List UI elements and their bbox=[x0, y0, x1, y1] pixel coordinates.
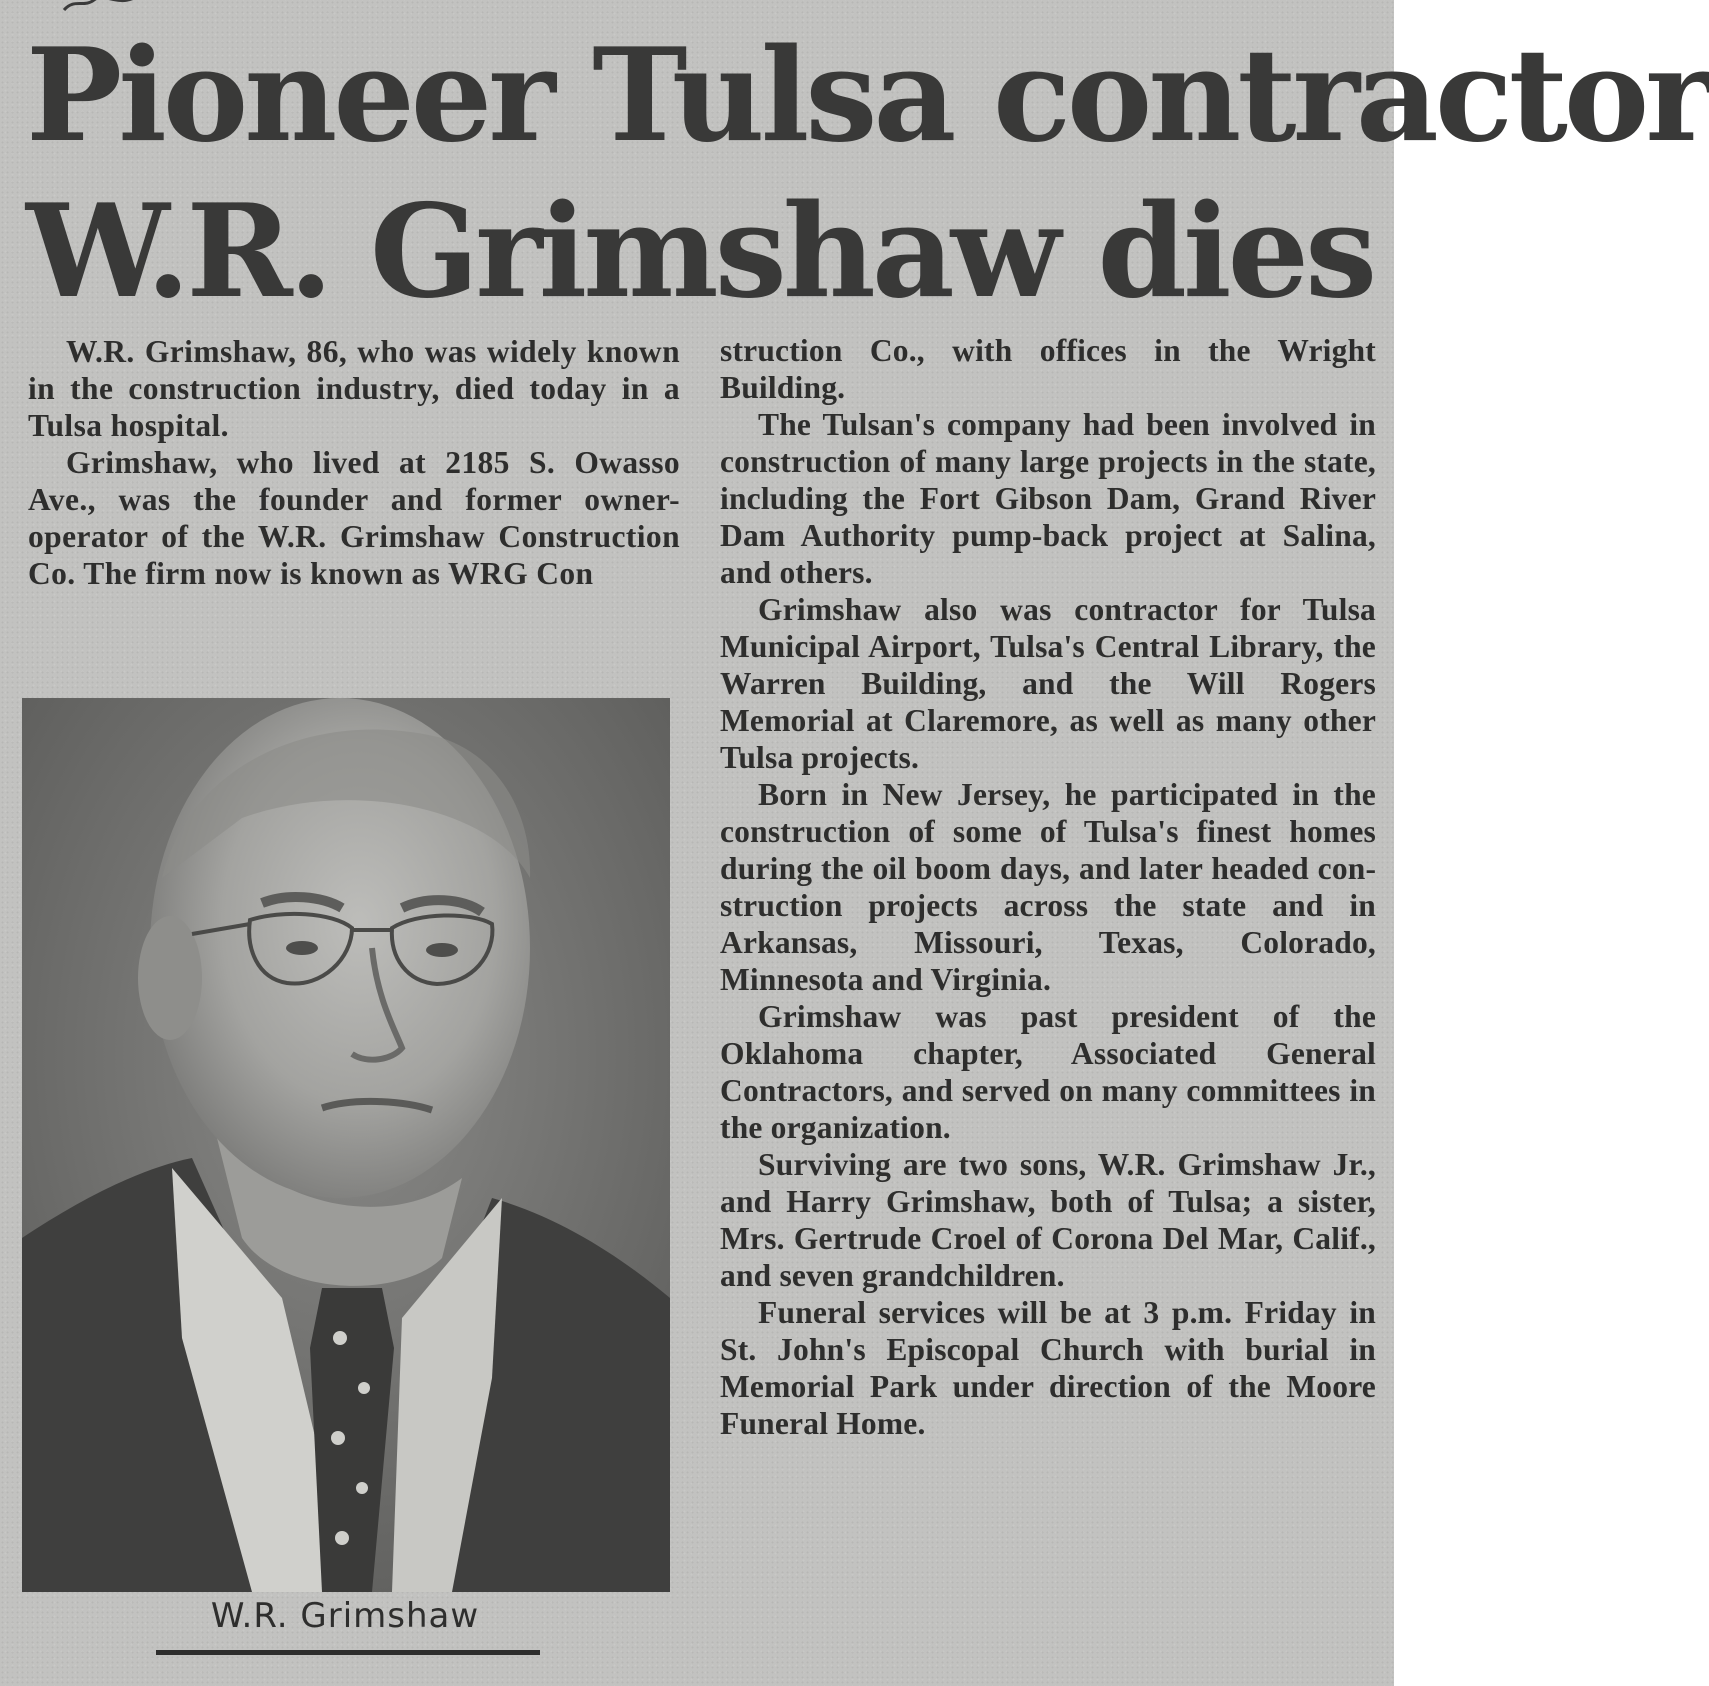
article-column-left bbox=[28, 333, 680, 592]
headline-line-1: Pioneer Tulsa contractor bbox=[26, 21, 1709, 171]
paragraph: Surviving are two sons, W.R. Grimshaw Jr., and Harry Grimshaw, both of Tulsa; a sister, Mrs. Gertrude Croel of Corona Del Mar, Calif., and seven grandchildren. bbox=[720, 1147, 1376, 1293]
paragraph: Grimshaw was past president of the Oklahoma chapter, Associated General Contractors, and served on many committees in the organization. bbox=[720, 999, 1376, 1145]
paragraph: Grimshaw, who lived at 2185 S. Owasso Ave., was the founder and former owner-operator of the W.R. Grimshaw Construction Co. The firm now is known as WRG Con bbox=[28, 445, 680, 591]
paragraph: Grimshaw also was contractor for Tulsa Municipal Airport, Tulsa's Central Library, the Warren Building, and the Will Rogers Memorial at Claremore, as well as many other Tulsa projects. bbox=[720, 592, 1376, 775]
handwritten-mark bbox=[60, 0, 140, 14]
paragraph: Funeral services will be at 3 p.m. Friday in St. John's Episcopal Church with burial in Memorial Park under direction of the Moore Funeral Home. bbox=[720, 1295, 1376, 1441]
paragraph: Born in New Jersey, he participated in the construction of some of Tulsa's finest homes during the oil boom days, and later headed construction projects across the state and in Arkansas, Missouri, Texas, Colorado, Minnesota and Virginia. bbox=[720, 777, 1376, 997]
portrait-photo bbox=[22, 698, 670, 1592]
headline-line-2: W.R. Grimshaw dies bbox=[26, 177, 1374, 327]
caption-underline bbox=[156, 1650, 540, 1655]
headline bbox=[26, 18, 1709, 330]
article-column-right bbox=[720, 332, 1376, 1442]
paragraph: struction Co., with offices in the Wright Building. bbox=[720, 333, 1376, 405]
paragraph: W.R. Grimshaw, 86, who was widely known in the construction industry, died today in a Tulsa hospital. bbox=[28, 334, 680, 443]
paragraph: The Tulsan's company had been involved in construction of many large projects in the state, including the Fort Gibson Dam, Grand River Dam Authority pump-back project at Salina, and others. bbox=[720, 407, 1376, 590]
photo-caption: W.R. Grimshaw bbox=[210, 1596, 480, 1636]
